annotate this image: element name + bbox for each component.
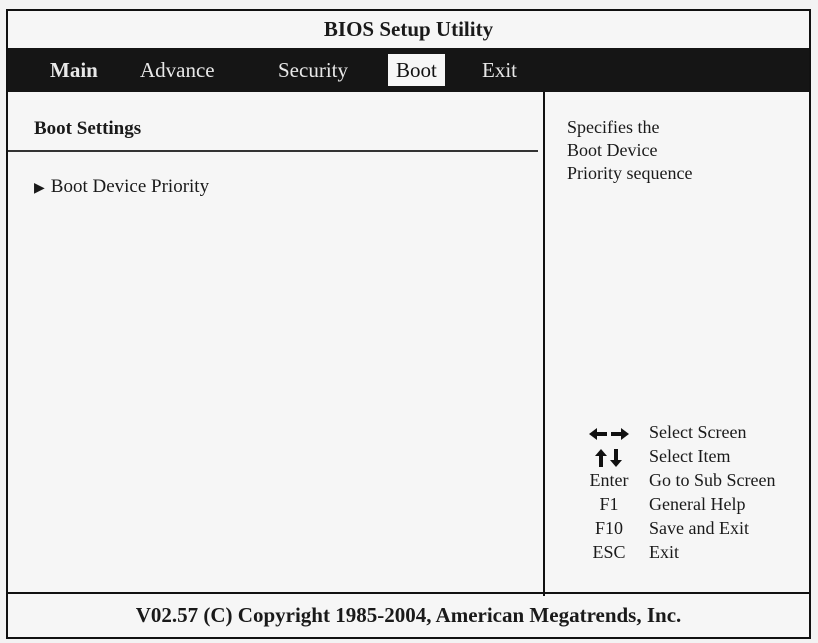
- up-down-arrows-icon: [579, 446, 639, 467]
- key-legend: [579, 422, 818, 566]
- help-line: Specifies the: [567, 117, 660, 137]
- section-title: Boot Settings: [34, 118, 142, 139]
- key-description: Save and Exit: [649, 518, 749, 538]
- key-description: Go to Sub Screen: [649, 470, 776, 490]
- help-description: [567, 116, 797, 185]
- window-title: BIOS Setup Utility: [323, 17, 494, 41]
- section-divider: [8, 150, 538, 152]
- key-row: [579, 518, 818, 542]
- tab-main[interactable]: Main: [50, 58, 98, 82]
- key-description: Exit: [649, 542, 679, 562]
- key-row: [579, 470, 818, 494]
- key-row: [579, 446, 818, 470]
- boot-device-priority-item[interactable]: [34, 176, 209, 198]
- tab-boot[interactable]: Boot: [388, 54, 445, 86]
- tab-security[interactable]: Security: [278, 58, 348, 82]
- key-description: Select Screen: [649, 422, 747, 442]
- key-label: F1: [599, 494, 619, 514]
- help-panel: [545, 92, 809, 596]
- key-label: Enter: [589, 470, 629, 490]
- key-row: [579, 494, 818, 518]
- bios-window: [6, 9, 811, 639]
- copyright-footer: V02.57 (C) Copyright 1985-2004, American Megatrends, Inc.: [8, 592, 809, 637]
- key-label: F10: [594, 518, 623, 538]
- settings-panel: [8, 92, 545, 596]
- left-right-arrows-icon: [579, 422, 639, 443]
- key-row: [579, 422, 818, 446]
- tab-advance[interactable]: Advance: [140, 58, 215, 82]
- help-line: Priority sequence: [567, 163, 693, 183]
- key-label: ESC: [592, 542, 626, 562]
- tab-exit[interactable]: Exit: [482, 58, 517, 82]
- boot-device-priority-label: Boot Device Priority: [50, 176, 210, 197]
- menu-bar: [8, 48, 809, 92]
- key-description: General Help: [649, 494, 746, 514]
- key-description: Select Item: [649, 446, 731, 466]
- right-triangle-icon: ▶: [34, 181, 45, 196]
- help-line: Boot Device: [567, 140, 658, 160]
- key-row: [579, 542, 818, 566]
